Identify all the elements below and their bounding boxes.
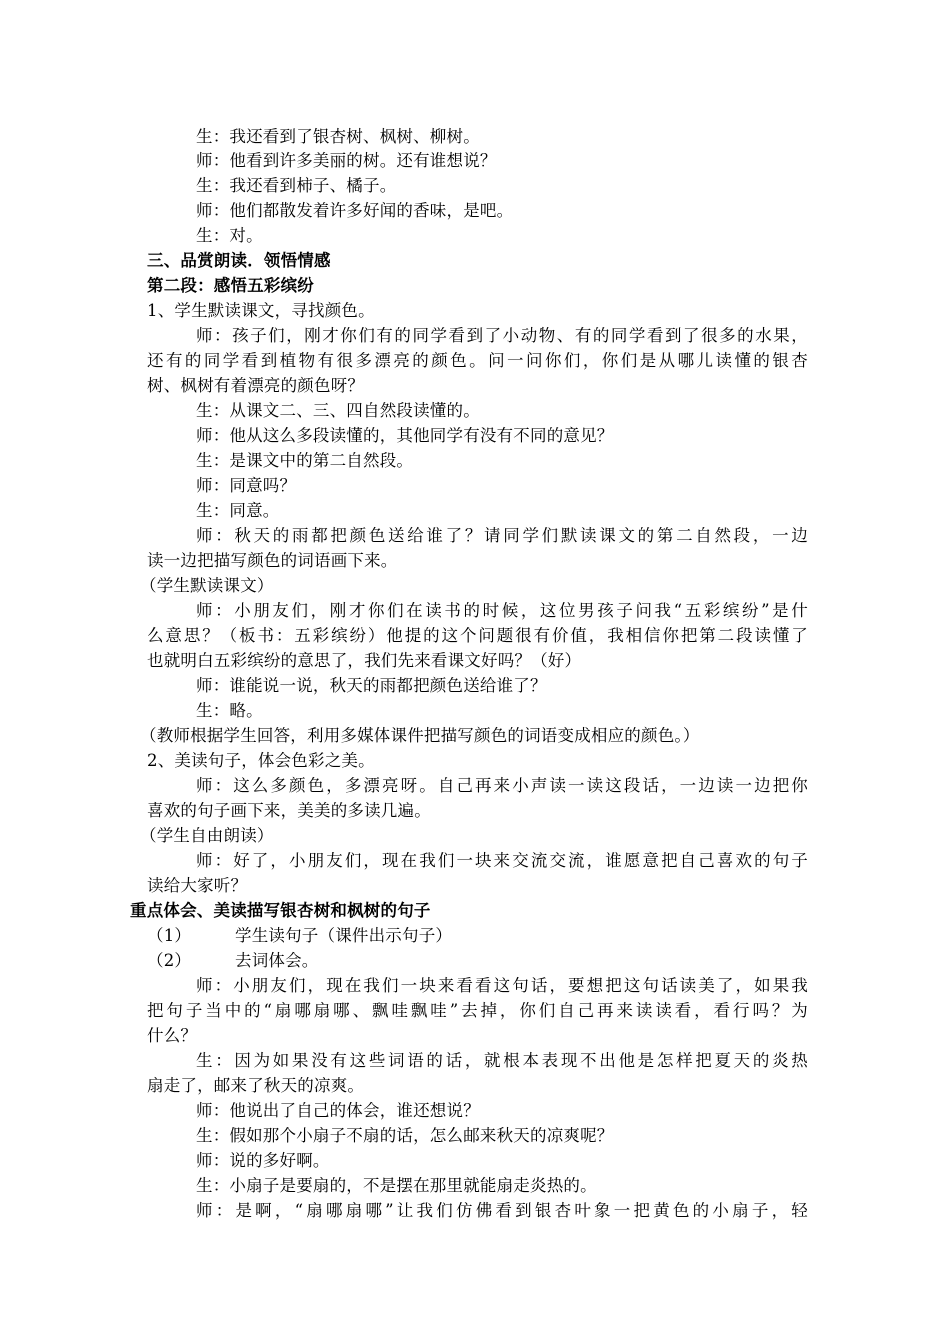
stage-note: （学生自由朗读） bbox=[140, 826, 274, 845]
paragraph-line: 还有的同学看到植物有很多漂亮的颜色。问一问你们，你们是从哪儿读懂的银杏 bbox=[147, 351, 808, 370]
paragraph-line: 读给大家听？ bbox=[147, 876, 248, 895]
paragraph-line: 把句子当中的“扇哪扇哪、飘哇飘哇”去掉，你们自己再来读读看，看行吗？为 bbox=[147, 1001, 808, 1020]
item-text: 去词体会。 bbox=[235, 951, 319, 970]
stage-note: （学生默读课文） bbox=[140, 576, 274, 595]
dialogue-line: 师：他说出了自己的体会，谁还想说？ bbox=[196, 1101, 480, 1120]
paragraph-line: 扇走了，邮来了秋天的凉爽。 bbox=[147, 1076, 365, 1095]
dialogue-line: 生：略。 bbox=[196, 701, 263, 720]
item-number: （2） bbox=[147, 951, 192, 970]
dialogue-line: 师：他们都散发着许多好闻的香味，是吧。 bbox=[196, 201, 514, 220]
dialogue-line: 师：他看到许多美丽的树。还有谁想说？ bbox=[196, 151, 497, 170]
item-text: 学生读句子（课件出示句子） bbox=[235, 926, 453, 945]
paragraph-line: 生：因为如果没有这些词语的话，就根本表现不出他是怎样把夏天的炎热 bbox=[196, 1051, 808, 1070]
paragraph-line: 么意思？（板书：五彩缤纷）他提的这个问题很有价值，我相信你把第二段读懂了 bbox=[147, 626, 808, 645]
paragraph-line: 师：是啊，“扇哪扇哪”让我们仿佛看到银杏叶象一把黄色的小扇子，轻 bbox=[196, 1201, 808, 1220]
step-heading: 1、学生默读课文，寻找颜色。 bbox=[147, 301, 375, 320]
subsection-heading: 第二段：感悟五彩缤纷 bbox=[147, 276, 314, 295]
section-heading: 三、品赏朗读．领悟情感 bbox=[147, 251, 331, 270]
paragraph-line: 喜欢的句子画下来，美美的多读几遍。 bbox=[147, 801, 431, 820]
paragraph-line: 树、枫树有着漂亮的颜色呀？ bbox=[147, 376, 365, 395]
paragraph-line: 也就明白五彩缤纷的意思了，我们先来看课文好吗？（好） bbox=[147, 651, 582, 670]
dialogue-line: 师：谁能说一说，秋天的雨都把颜色送给谁了？ bbox=[196, 676, 547, 695]
paragraph-line: 师：好了，小朋友们，现在我们一块来交流交流，谁愿意把自己喜欢的句子 bbox=[196, 851, 808, 870]
stage-note: （教师根据学生回答，利用多媒体课件把描写颜色的词语变成相应的颜色。） bbox=[140, 726, 700, 745]
dialogue-line: 生：我还看到柿子、橘子。 bbox=[196, 176, 397, 195]
paragraph-line: 读一边把描写颜色的词语画下来。 bbox=[147, 551, 398, 570]
dialogue-line: 生：同意。 bbox=[196, 501, 280, 520]
focus-heading: 重点体会、美读描写银杏树和枫树的句子 bbox=[130, 901, 431, 920]
paragraph-line: 师：小朋友们，现在我们一块来看看这句话，要想把这句话读美了，如果我 bbox=[196, 976, 808, 995]
numbered-item bbox=[147, 924, 452, 948]
paragraph-line: 师：秋天的雨都把颜色送给谁了？请同学们默读课文的第二自然段，一边 bbox=[196, 526, 808, 545]
dialogue-line: 生：小扇子是要扇的，不是摆在那里就能扇走炎热的。 bbox=[196, 1176, 597, 1195]
dialogue-line: 师：说的多好啊。 bbox=[196, 1151, 330, 1170]
dialogue-line: 生：假如那个小扇子不扇的话，怎么邮来秋天的凉爽呢？ bbox=[196, 1126, 614, 1145]
numbered-item bbox=[147, 949, 319, 973]
paragraph-line: 师：小朋友们，刚才你们在读书的时候，这位男孩子问我“五彩缤纷”是什 bbox=[196, 601, 808, 620]
dialogue-line: 生：从课文二、三、四自然段读懂的。 bbox=[196, 401, 480, 420]
dialogue-line: 师：他从这么多段读懂的，其他同学有没有不同的意见？ bbox=[196, 426, 614, 445]
paragraph-line: 什么？ bbox=[147, 1026, 198, 1045]
step-heading: 2、美读句子，体会色彩之美。 bbox=[147, 751, 375, 770]
paragraph-line: 师：孩子们，刚才你们有的同学看到了小动物、有的同学看到了很多的水果， bbox=[196, 326, 808, 345]
dialogue-line: 师：同意吗？ bbox=[196, 476, 297, 495]
dialogue-line: 生：我还看到了银杏树、枫树、柳树。 bbox=[196, 127, 480, 146]
paragraph-line: 师：这么多颜色，多漂亮呀。自己再来小声读一读这段话，一边读一边把你 bbox=[196, 776, 808, 795]
dialogue-line: 生：是课文中的第二自然段。 bbox=[196, 451, 414, 470]
item-number: （1） bbox=[147, 926, 192, 945]
dialogue-line: 生：对。 bbox=[196, 226, 263, 245]
